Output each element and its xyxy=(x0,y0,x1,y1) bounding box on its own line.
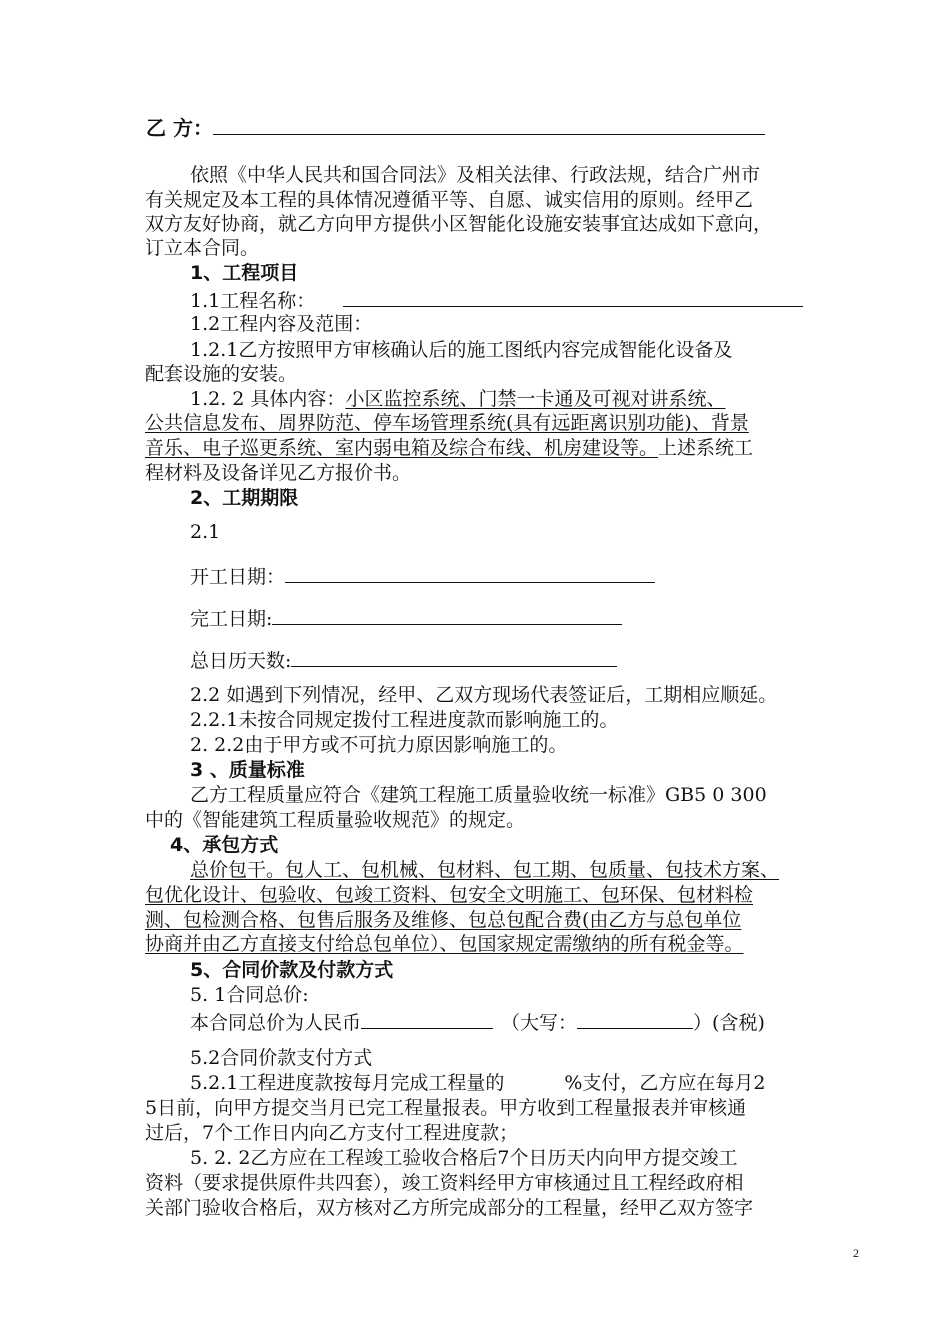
total-price-tax-note: ）(含税) xyxy=(693,1012,765,1034)
p51: 5. 1合同总价: xyxy=(190,984,309,1006)
end-date-label: 完工日期: xyxy=(190,608,273,630)
total-price-blank xyxy=(361,1008,493,1029)
p122-line-2: 公共信息发布、周界防范、停车场管理系统(具有远距离识别功能)、背景 xyxy=(145,412,749,434)
total-price-words-label: （大写： xyxy=(501,1012,578,1034)
p122-line-4: 程材料及设备详见乙方报价书。 xyxy=(145,462,412,484)
section-4-title: 4、承包方式 xyxy=(170,834,279,856)
section-1-title: 1、工程项目 xyxy=(190,262,299,284)
start-date-label: 开工日期： xyxy=(190,566,286,588)
p521-line-1 xyxy=(190,1071,766,1095)
p222: 2. 2.2由于甲方或不可抗力原因影响施工的。 xyxy=(190,734,568,756)
quality-line-2: 中的《智能建筑工程质量验收规范》的规定。 xyxy=(145,809,526,831)
p521-text-a: 5.2.1工程进度款按每月完成工程量的 xyxy=(190,1072,505,1094)
p521-text-b: %支付，乙方应在每月2 xyxy=(564,1072,766,1094)
party-b-blank xyxy=(213,114,765,135)
project-name-line xyxy=(190,286,803,313)
scope-label: 1.2工程内容及范围： xyxy=(190,313,373,335)
p521-line-2: 5日前，向甲方提交当月已完工程量报表。甲方收到工程量报表并审核通 xyxy=(145,1097,747,1119)
total-price-line xyxy=(190,1008,765,1035)
p522-line-2: 资料（要求提供原件共四套），竣工资料经甲方审核通过且工程经政府相 xyxy=(145,1172,744,1194)
start-date-line xyxy=(190,562,655,589)
p221: 2.2.1未按合同规定拨付工程进度款而影响施工的。 xyxy=(190,709,619,731)
total-days-line xyxy=(190,646,617,673)
p121-line-1: 1.2.1乙方按照甲方审核确认后的施工图纸内容完成智能化设备及 xyxy=(190,339,733,361)
contract-mode-line-2: 包优化设计、包验收、包竣工资料、包安全文明施工、包环保、包材料检 xyxy=(145,884,754,906)
party-b-line xyxy=(146,114,765,140)
project-name-blank xyxy=(343,286,803,307)
p122-underlined-1: 小区监控系统、门禁一卡通及可视对讲系统、 xyxy=(345,388,726,410)
project-name-label: 1.1工程名称： xyxy=(190,290,316,312)
contract-mode-line-1: 总价包干。包人工、包机械、包材料、包工期、包质量、包技术方案、 xyxy=(190,859,780,881)
p521-line-3: 过后，7个工作日内向乙方支付工程进度款； xyxy=(145,1122,519,1144)
intro-line-3: 双方友好协商，就乙方向甲方提供小区智能化设施安装事宜达成如下意向， xyxy=(145,213,773,235)
end-date-blank xyxy=(272,604,622,625)
p122-line-3 xyxy=(145,436,753,460)
intro-line-1: 依照《中华人民共和国合同法》及相关法律、行政法规，结合广州市 xyxy=(190,164,761,186)
section-5-title: 5、合同价款及付款方式 xyxy=(190,959,394,981)
quality-line-1: 乙方工程质量应符合《建筑工程施工质量验收统一标准》GB5 0 300 xyxy=(190,784,767,806)
p52: 5.2合同价款支付方式 xyxy=(190,1047,373,1069)
p121-line-2: 配套设施的安装。 xyxy=(145,363,298,385)
start-date-blank xyxy=(285,562,655,583)
page-number: 2 xyxy=(853,1246,859,1260)
p522-line-1: 5. 2. 2乙方应在工程竣工验收合格后7个日历天内向甲方提交竣工 xyxy=(190,1147,738,1169)
total-price-label: 本合同总价为人民币 xyxy=(190,1012,362,1034)
p21: 2.1 xyxy=(190,521,221,543)
intro-line-4: 订立本合同。 xyxy=(145,237,260,259)
contract-mode-line-4: 协商并由乙方直接支付给总包单位）、包国家规定需缴纳的所有税金等。 xyxy=(145,933,744,955)
intro-line-2: 有关规定及本工程的具体情况遵循平等、自愿、诚实信用的原则。经甲乙 xyxy=(145,189,754,211)
party-b-label: 乙 方： xyxy=(146,116,213,140)
total-price-words-blank xyxy=(577,1008,693,1029)
p122-prefix: 1.2. 2 具体内容： xyxy=(190,388,346,410)
p122-tail: 上述系统工 xyxy=(658,437,754,459)
p22: 2.2 如遇到下列情况，经甲、乙双方现场代表签证后，工期相应顺延。 xyxy=(190,684,778,706)
total-days-blank xyxy=(291,646,617,667)
section-3-title: 3 、质量标准 xyxy=(190,759,305,781)
total-days-label: 总日历天数: xyxy=(190,650,292,672)
p122-underlined-3: 音乐、电子巡更系统、室内弱电箱及综合布线、机房建设等。 xyxy=(145,437,659,459)
section-2-title: 2、工期期限 xyxy=(190,487,299,509)
contract-mode-line-3: 测、包检测合格、包售后服务及维修、包总包配合费(由乙方与总包单位 xyxy=(145,909,742,931)
p522-line-3: 关部门验收合格后，双方核对乙方所完成部分的工程量，经甲乙双方签字 xyxy=(145,1197,754,1219)
p122-line-1 xyxy=(190,387,725,411)
end-date-line xyxy=(190,604,622,631)
